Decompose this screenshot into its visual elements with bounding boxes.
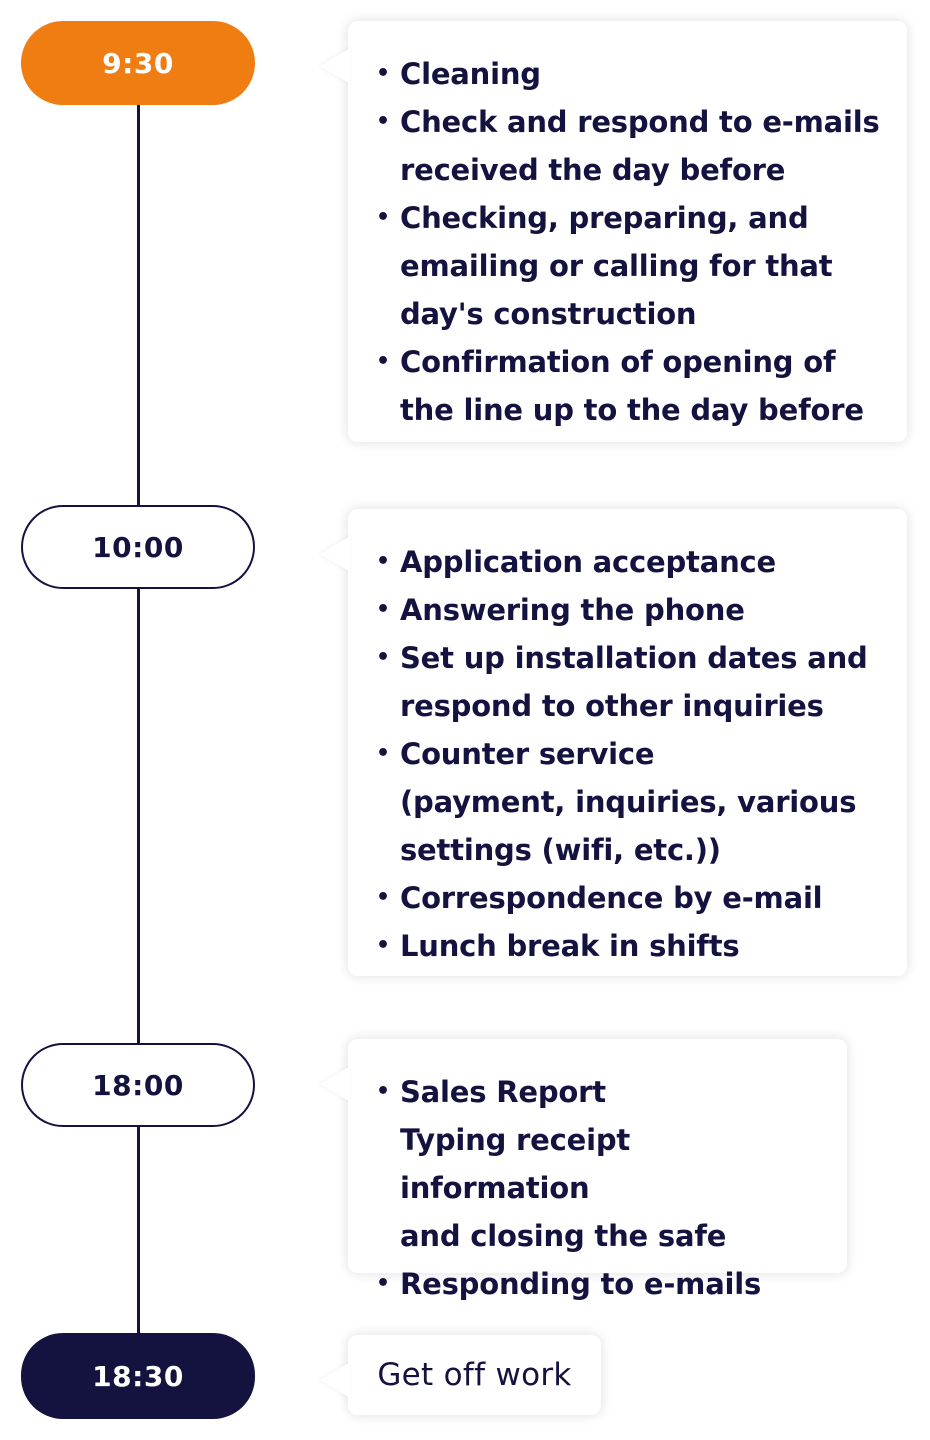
task-item: • Checking, preparing, and emailing or calling for that day's construction bbox=[400, 194, 887, 338]
timeline-line bbox=[137, 100, 140, 1340]
time-label: 9:30 bbox=[102, 46, 174, 80]
task-item: • Lunch break in shifts bbox=[400, 922, 887, 970]
time-label: 10:00 bbox=[92, 530, 184, 564]
task-list bbox=[348, 509, 907, 970]
task-item: • Set up installation dates and respond to other inquiries bbox=[400, 634, 887, 730]
time-pill-1000 bbox=[21, 505, 255, 589]
task-list bbox=[348, 21, 907, 434]
task-item: • Correspondence by e-mail bbox=[400, 874, 887, 922]
get-off-work-note: Get off work bbox=[377, 1357, 572, 1393]
task-bubble-1830 bbox=[348, 1335, 601, 1415]
time-label: 18:00 bbox=[92, 1068, 184, 1102]
task-item: • Check and respond to e-mails received the day before bbox=[400, 98, 887, 194]
time-pill-1830 bbox=[21, 1333, 255, 1419]
task-item: • Counter service (payment, inquiries, various settings (wifi, etc.)) bbox=[400, 730, 887, 874]
task-bubble-0930 bbox=[348, 21, 907, 442]
task-item: • Cleaning bbox=[400, 50, 887, 98]
task-bubble-1000 bbox=[348, 509, 907, 976]
task-item: • Application acceptance bbox=[400, 538, 887, 586]
task-item: • Confirmation of opening of the line up to the day before bbox=[400, 338, 887, 434]
time-pill-1800 bbox=[21, 1043, 255, 1127]
task-item: • Sales Report Typing receipt information and closing the safe bbox=[400, 1068, 827, 1260]
task-item: • Answering the phone bbox=[400, 586, 887, 634]
time-pill-0930 bbox=[21, 21, 255, 105]
task-list bbox=[348, 1039, 847, 1308]
task-item: • Responding to e-mails bbox=[400, 1260, 827, 1308]
task-bubble-1800 bbox=[348, 1039, 847, 1301]
time-label: 18:30 bbox=[92, 1359, 184, 1393]
